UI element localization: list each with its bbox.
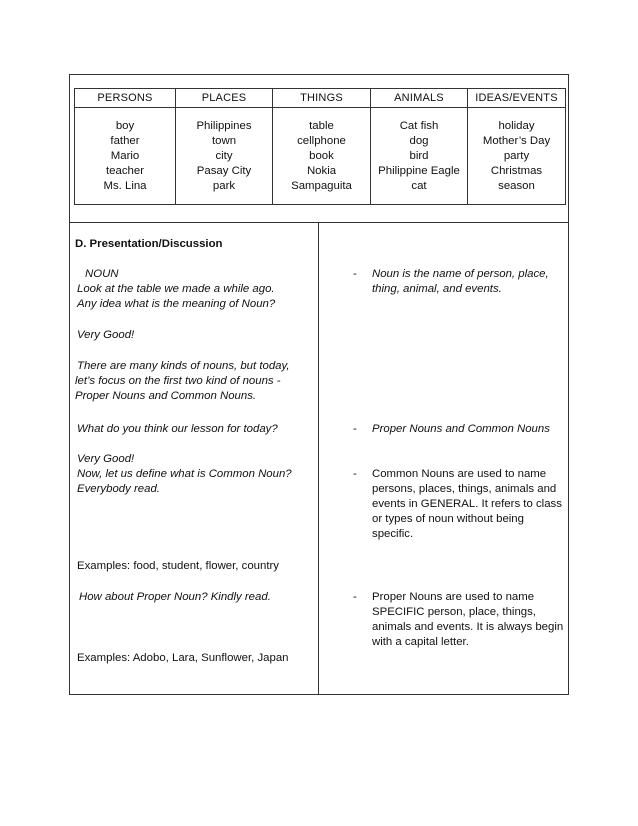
table-cell-item: town: [211, 135, 237, 147]
header-places: PLACES: [176, 89, 273, 108]
table-cell-item: party: [503, 150, 530, 162]
table-cell-item: boy: [115, 120, 135, 132]
header-persons: PERSONS: [75, 89, 176, 108]
header-animals: ANIMALS: [371, 89, 468, 108]
teacher-line: Look at the table we made a while ago.: [77, 283, 275, 295]
table-cell-item: Christmas: [490, 165, 543, 177]
table-cell-item: bird: [409, 150, 429, 162]
header-ideas-events: IDEAS/EVENTS: [468, 89, 566, 108]
teacher-line: Very Good!: [77, 453, 135, 465]
column-divider: [318, 223, 319, 694]
table-cell-item: Philippine Eagle: [378, 165, 460, 177]
table-cell-item: teacher: [106, 165, 144, 177]
table-cell-item: holiday: [498, 120, 535, 132]
bullet-dash: -: [353, 591, 357, 603]
proper-noun-definition: animals and events. It is always begin: [372, 621, 564, 633]
common-noun-examples: Examples: food, student, flower, country: [77, 560, 279, 572]
proper-noun-examples: Examples: Adobo, Lara, Sunflower, Japan: [77, 652, 289, 664]
section-divider: [70, 222, 568, 223]
table-cell-item: Pasay City: [196, 165, 252, 177]
table-cell-item: table: [309, 120, 334, 132]
table-cell-item: Philippines: [196, 120, 252, 132]
teacher-line: let’s focus on the first two kind of nouns -: [75, 375, 281, 387]
table-cell-item: Mario: [110, 150, 140, 162]
table-cell-item: cellphone: [297, 135, 346, 147]
animals-cell: [371, 108, 468, 205]
teacher-line: How about Proper Noun? Kindly read.: [79, 591, 271, 603]
noun-title: NOUN: [85, 268, 119, 280]
pupil-response: Noun is the name of person, place,: [372, 268, 549, 280]
table-cell-item: father: [110, 135, 140, 147]
persons-cell: [75, 108, 176, 205]
table-cell-item: Sampaguita: [291, 180, 352, 192]
teacher-line: What do you think our lesson for today?: [77, 423, 278, 435]
table-cell-item: book: [309, 150, 334, 162]
common-noun-definition: or types of noun without being: [372, 513, 524, 525]
table-cell-item: cat: [411, 180, 427, 192]
noun-category-table: [74, 88, 566, 205]
proper-noun-definition: Proper Nouns are used to name: [372, 591, 535, 603]
pupil-response: Proper Nouns and Common Nouns: [372, 423, 550, 435]
teacher-line: Everybody read.: [77, 483, 160, 495]
table-header-row: [75, 89, 566, 108]
table-cell-item: Mother’s Day: [482, 135, 551, 147]
table-cell-item: park: [212, 180, 236, 192]
teacher-line: Now, let us define what is Common Noun?: [77, 468, 292, 480]
bullet-dash: -: [353, 423, 357, 435]
table-cell-item: city: [215, 150, 233, 162]
things-cell: [273, 108, 371, 205]
table-cell-item: Ms. Lina: [103, 180, 147, 192]
common-noun-definition: Common Nouns are used to name: [372, 468, 547, 480]
table-cell-item: dog: [409, 135, 429, 147]
table-cell-item: season: [498, 180, 535, 192]
table-row: [75, 108, 566, 205]
bullet-dash: -: [353, 468, 357, 480]
common-noun-definition: events in GENERAL. It refers to class: [372, 498, 562, 510]
proper-noun-definition: SPECIFIC person, place, things,: [372, 606, 536, 618]
places-cell: [176, 108, 273, 205]
section-heading: D. Presentation/Discussion: [75, 238, 223, 250]
header-things: THINGS: [273, 89, 371, 108]
bullet-dash: -: [353, 268, 357, 280]
ideas-events-cell: [468, 108, 566, 205]
teacher-line: Proper Nouns and Common Nouns.: [75, 390, 257, 402]
common-noun-definition: persons, places, things, animals and: [372, 483, 557, 495]
table-cell-item: Nokia: [306, 165, 337, 177]
pupil-response: thing, animal, and events.: [372, 283, 502, 295]
common-noun-definition: specific.: [372, 528, 414, 540]
teacher-line: Very Good!: [77, 329, 135, 341]
proper-noun-definition: with a capital letter.: [372, 636, 469, 648]
table-cell-item: Cat fish: [399, 120, 439, 132]
teacher-line: Any idea what is the meaning of Noun?: [77, 298, 276, 310]
teacher-line: There are many kinds of nouns, but today,: [77, 360, 290, 372]
